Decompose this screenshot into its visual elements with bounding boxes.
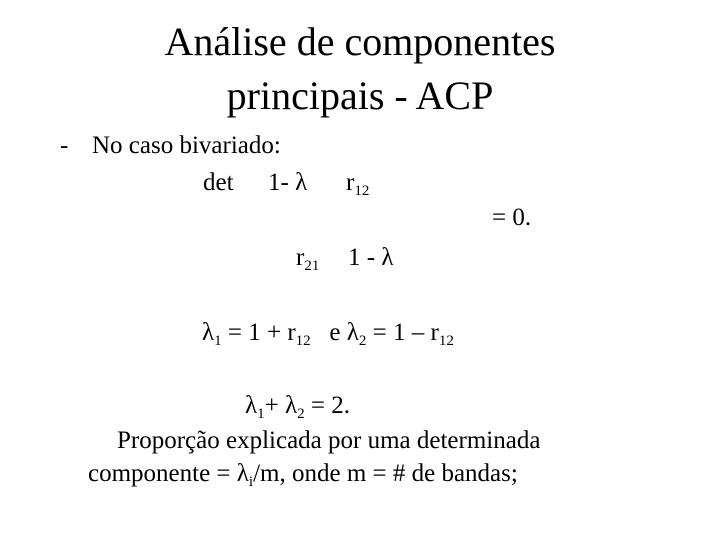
slide-title-line-1: Análise de componentes [164,19,556,64]
matrix-a12: $r_{12}$ [346,169,370,199]
det-label: det [203,169,234,196]
proportion-line-2: componente = $\lambda_i/m$, onde m = # de bandas; [88,460,518,490]
equals-zero: = 0. [492,204,532,231]
proportion-line-1: Proporção explicada por uma determinada [117,427,541,454]
matrix-a21: $r_{21}$ [296,244,320,274]
eigenvalues-equation: $\lambda_1 = 1 + r_{12}$ e $\lambda_2 = 1 - r_{12}$ [202,319,454,349]
slide-title-line-2: principais - ACP [226,73,494,118]
bullet-marker: - [60,132,69,159]
matrix-a11: 1- λ [268,169,308,196]
matrix-a22: 1 - λ [348,244,394,271]
eigen-sum-equation: $\lambda_1+ \lambda_2 = 2$. [245,392,350,422]
bullet-text: No caso bivariado: [92,132,281,159]
